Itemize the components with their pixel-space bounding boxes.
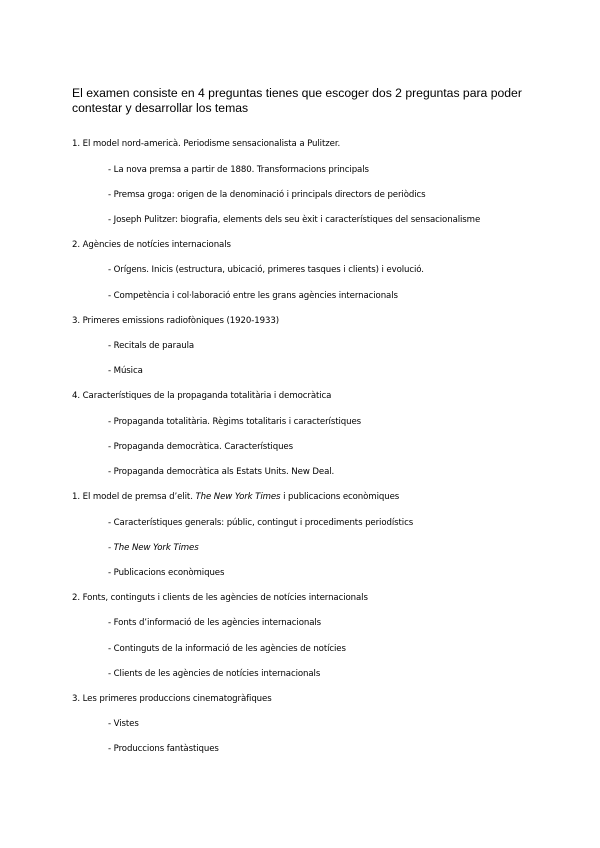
list-item: - Vistes [108, 719, 139, 729]
section-heading: 2. Fonts, continguts i clients de les agències de notícies internacionals [72, 593, 368, 603]
list-item-italic-title: The New York Times [113, 543, 199, 553]
list-item: - Produccions fantàstiques [108, 744, 219, 754]
list-item: - Recitals de paraula [108, 341, 195, 351]
list-item: - Competència i col·laboració entre les grans agències internacionals [108, 291, 398, 301]
list-item: - Fonts d’informació de les agències internacionals [108, 618, 322, 628]
list-item: - La nova premsa a partir de 1880. Transformacions principals [108, 165, 369, 175]
list-item [108, 542, 199, 554]
list-item: - Premsa groga: origen de la denominació i principals directors de periòdics [108, 190, 426, 200]
list-item: - Continguts de la informació de les agències de notícies [108, 644, 346, 654]
list-item: - Orígens. Inicis (estructura, ubicació, primeres tasques i clients) i evolució. [108, 265, 424, 275]
list-item: - Música [108, 366, 143, 376]
section-heading [72, 491, 399, 503]
list-item: - Publicacions econòmiques [108, 568, 225, 578]
list-item: - Propaganda totalitària. Règims totalitaris i característiques [108, 417, 362, 427]
heading-italic-title: The New York Times [195, 492, 281, 502]
intro-paragraph: El examen consiste en 4 preguntas tienes que escoger dos 2 preguntas para poder contestar y desarrollar los temas [72, 86, 522, 115]
section-heading: 3. Primeres emissions radiofòniques (1920-1933) [72, 316, 279, 326]
list-item: - Propaganda democràtica. Característiques [108, 442, 293, 452]
list-item: - Clients de les agències de notícies internacionals [108, 669, 321, 679]
section-heading: 4. Característiques de la propaganda totalitària i democràtica [72, 391, 332, 401]
section-heading: 3. Les primeres produccions cinematogràfiques [72, 694, 272, 704]
section-heading: 2. Agències de notícies internacionals [72, 240, 231, 250]
list-item: - Propaganda democràtica als Estats Units. New Deal. [108, 467, 335, 477]
list-item: - Joseph Pulitzer: biografia, elements dels seu èxit i característiques del sensacionalisme [108, 215, 481, 225]
list-item-bullet: - [108, 543, 114, 553]
heading-text: i publicacions econòmiques [280, 492, 400, 502]
section-heading: 1. El model nord-americà. Periodisme sensacionalista a Pulitzer. [72, 139, 341, 149]
list-item: - Característiques generals: públic, contingut i procediments periodístics [108, 518, 414, 528]
heading-text: 1. El model de premsa d’elit. [72, 492, 196, 502]
